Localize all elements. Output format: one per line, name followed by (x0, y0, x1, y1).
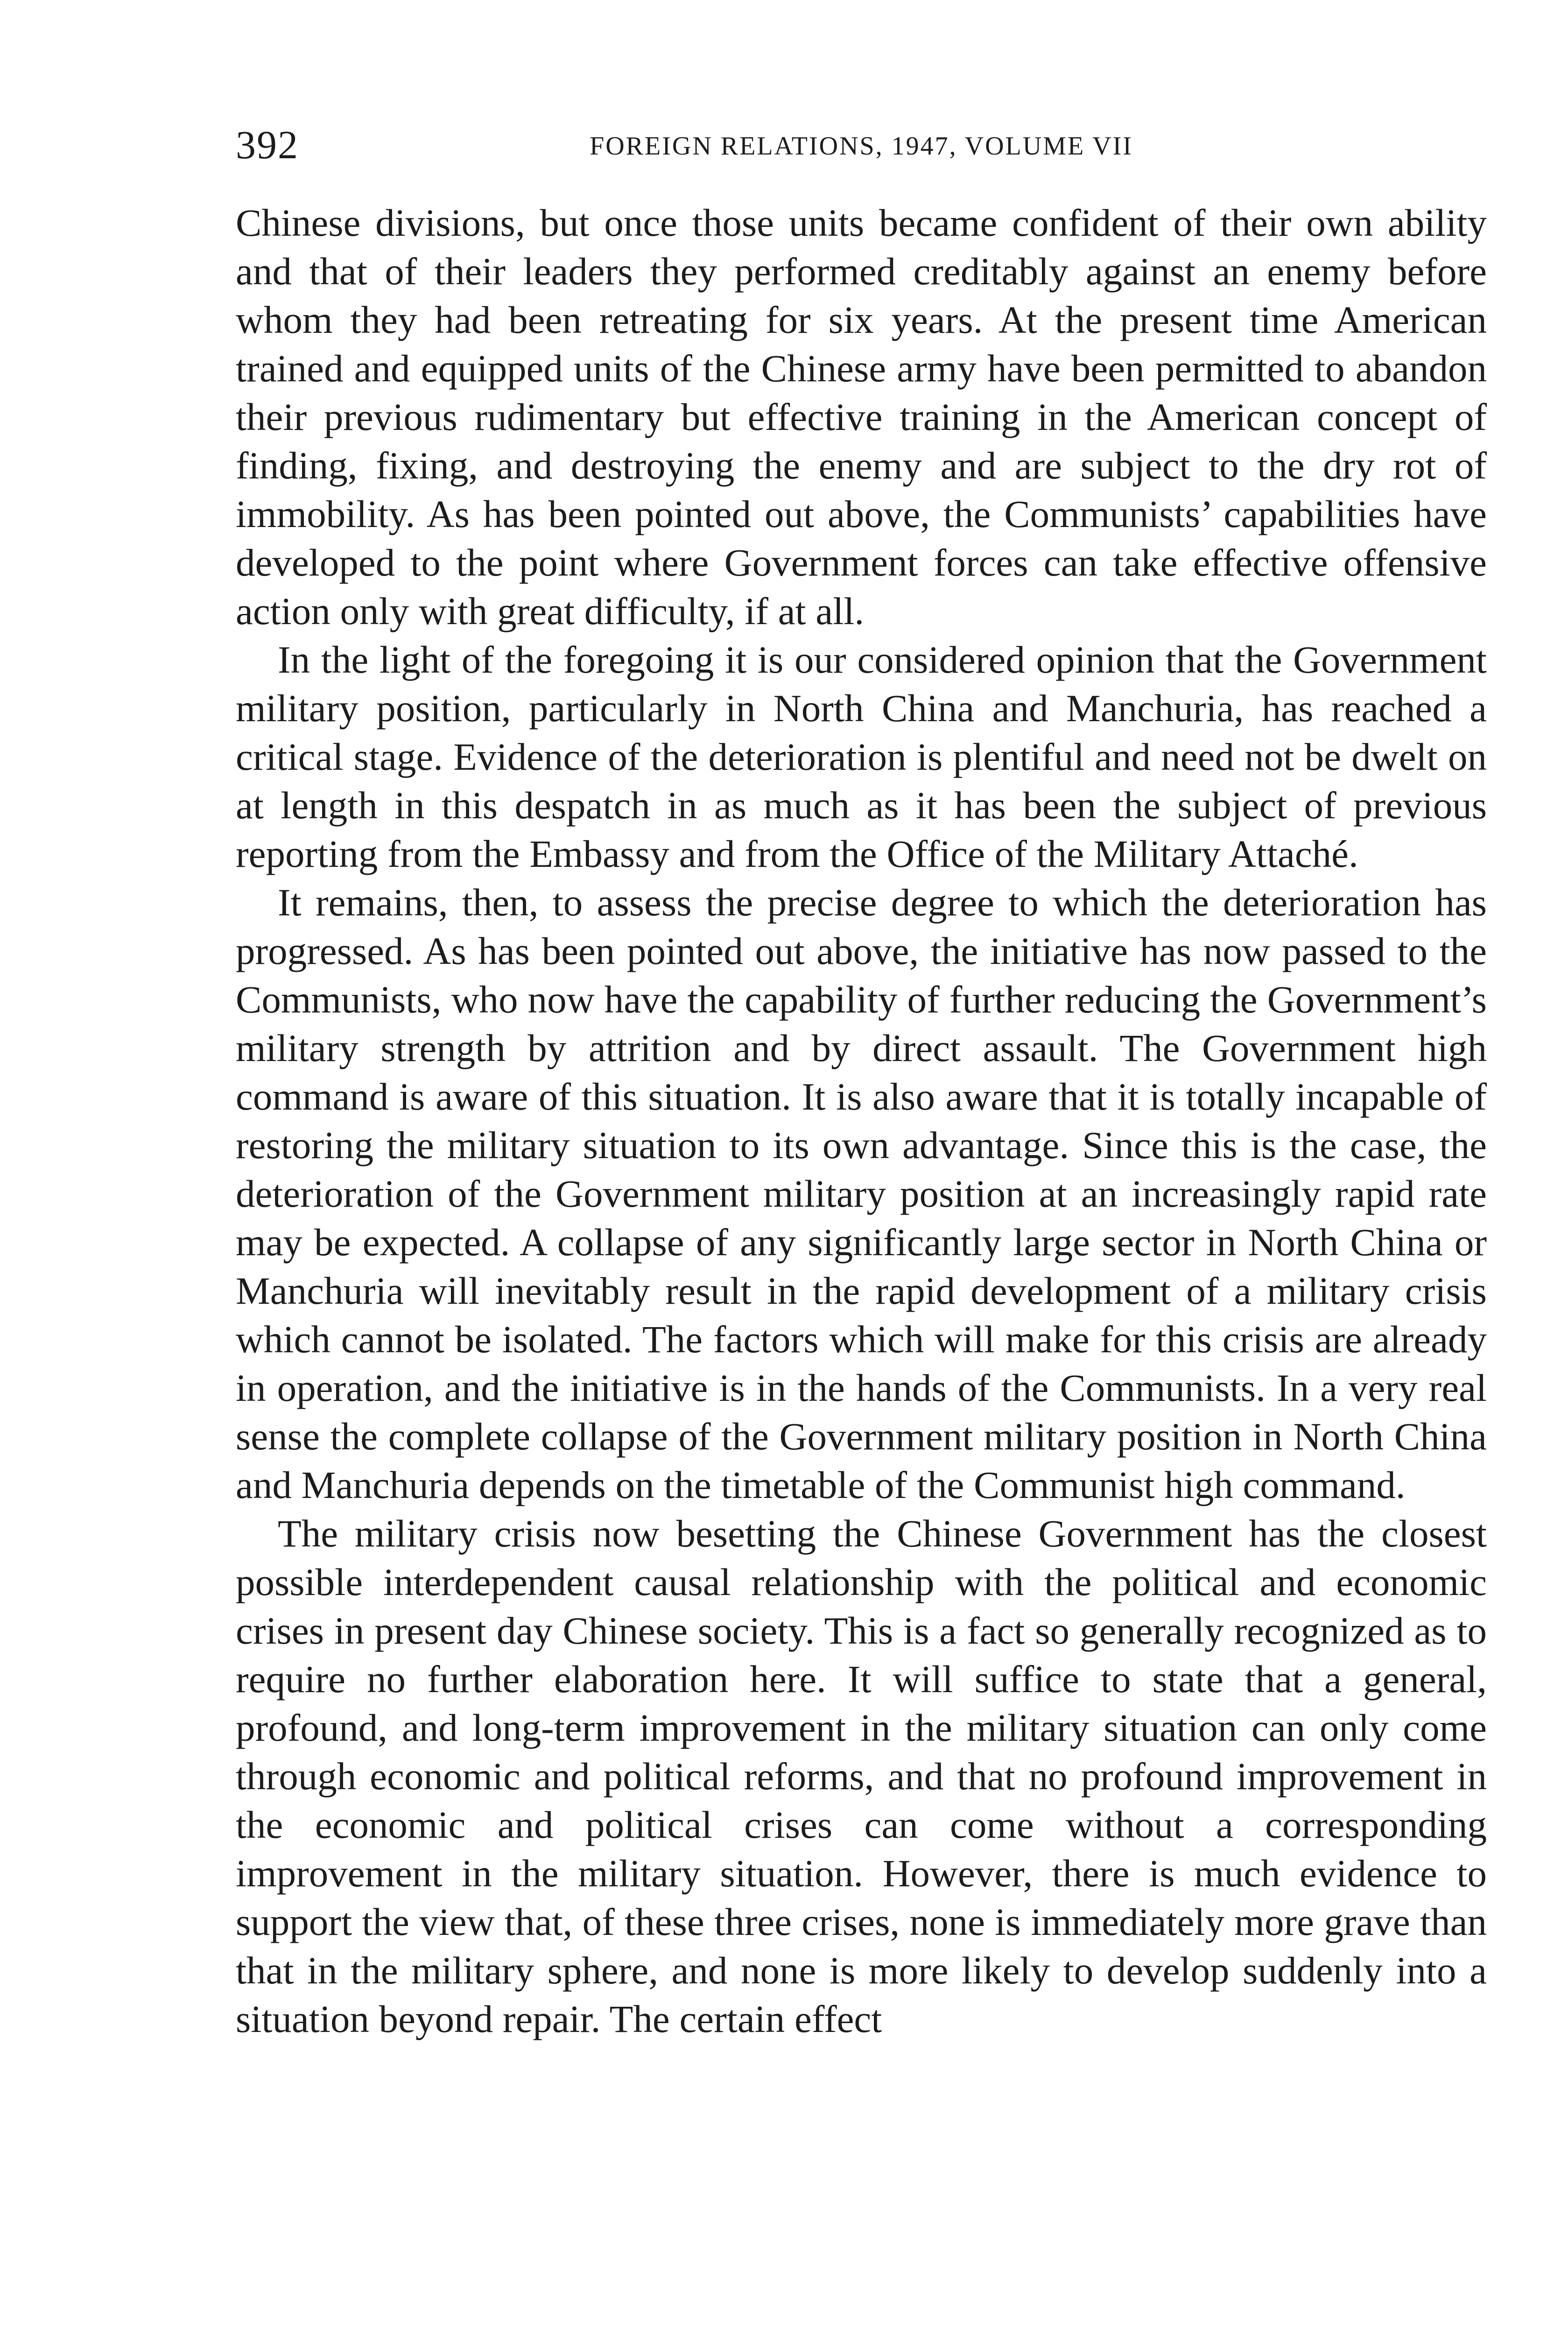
body-text (236, 198, 1487, 2043)
paragraph: The military crisis now besetting the Chinese Government has the closest possible interdependent causal relationship with the political and economic crises in present day Chinese society. This is a fact so generally recognized as to require no further elaboration here. It will suffice to state that a general, profound, and long-term improvement in the military situation can only come through economic and political reforms, and that no profound improvement in the economic and political crises can come without a corresponding improvement in the military situation. However, there is much evidence to support the view that, of these three crises, none is immediately more grave than that in the military sphere, and none is more likely to develop suddenly into a situation beyond repair. The certain effect (236, 1512, 1487, 2040)
paragraph-continued: Chinese divisions, but once those units became confident of their own ability and that of their leaders they performed creditably against an enemy before whom they had been retreating for six years. At the present time American trained and equipped units of the Chinese army have been permitted to abandon their previous rudimentary but effective training in the American concept of finding, fixing, and destroying the enemy and are subject to the dry rot of immobility. As has been pointed out above, the Communists’ capabilities have developed to the point where Government forces can take effective offensive action only with great difficulty, if at all. (236, 201, 1487, 633)
page-number: 392 (236, 122, 299, 167)
page-header (236, 119, 1487, 170)
paragraph: It remains, then, to assess the precise degree to which the deterioration has progressed. As has been pointed out above, the initiative has now passed to the Communists, who now have the capability of further reducing the Government’s military strength by attrition and by direct assault. The Government high command is aware of this situation. It is also aware that it is totally incapable of restoring the military situation to its own advantage. Since this is the case, the deterioration of the Government military position at an increasingly rapid rate may be expected. A collapse of any significantly large sector in North China or Manchuria will inevitably result in the rapid development of a military crisis which cannot be isolated. The factors which will make for this crisis are already in operation, and the initiative is in the hands of the Communists. In a very real sense the complete collapse of the Government military position in North China and Manchuria depends on the timetable of the Communist high command. (236, 881, 1487, 1506)
running-title: FOREIGN RELATIONS, 1947, VOLUME VII (590, 132, 1133, 161)
paragraph: In the light of the foregoing it is our considered opinion that the Government military position, particularly in North China and Manchuria, has reached a critical stage. Evidence of the deterioration is plentiful and need not be dwelt on at length in this despatch in as much as it has been the subject of previous reporting from the Embassy and from the Office of the Military Attaché. (236, 638, 1487, 875)
